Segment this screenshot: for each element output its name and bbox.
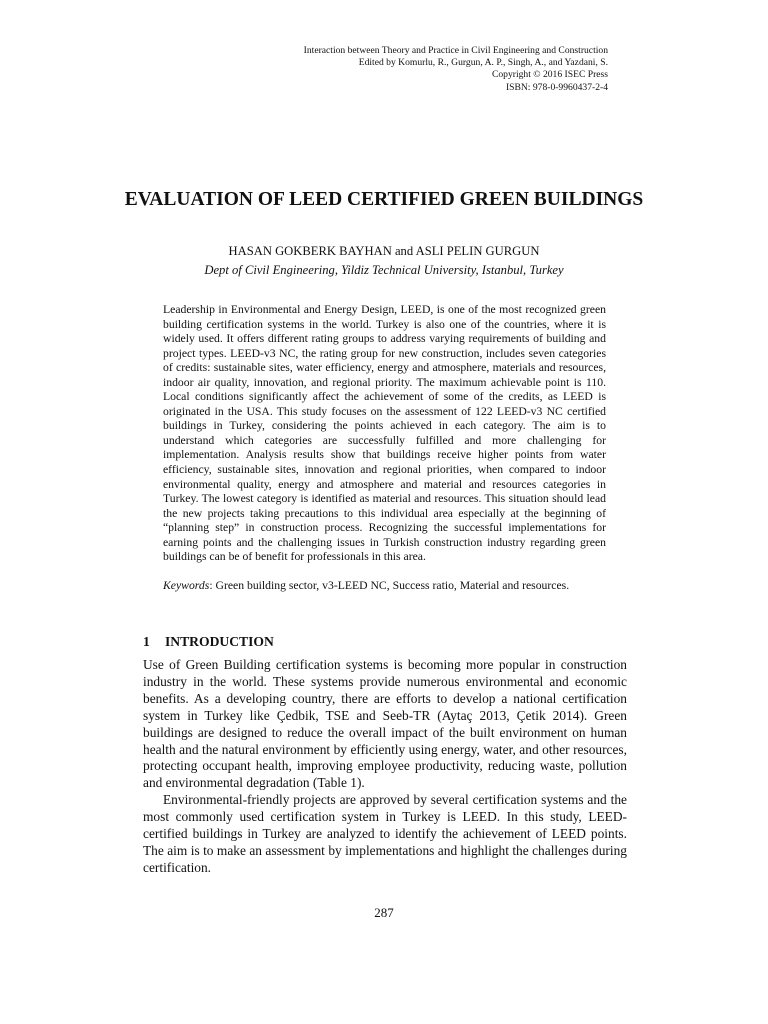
- header-line-editors: Edited by Komurlu, R., Gurgun, A. P., Singh, A., and Yazdani, S.: [358, 57, 608, 69]
- keywords-label: Keywords: [163, 579, 210, 592]
- keywords-line: [163, 579, 613, 594]
- intro-paragraph-1: Use of Green Building certification systems is becoming more popular in construction industry in the world. These systems provide numerous environmental and economic benefits. As a developing country, there are efforts to develop a national certification system in Turkey like Çedbik, TSE and Seeb-TR (Aytaç 2013, Çetik 2014). Green buildings are designed to reduce the overall impact of the built environment on human health and the natural environment by efficiently using energy, water, and other resources, protecting occupant health, improving employee productivity, reducing waste, pollution and environmental degradation (Table 1).: [143, 657, 627, 791]
- keywords-colon: :: [209, 579, 216, 592]
- publication-header: [168, 45, 608, 94]
- keywords-list: Green building sector, v3-LEED NC, Success ratio, Material and resources.: [215, 579, 570, 592]
- intro-paragraph-2: Environmental-friendly projects are approved by several certification systems and the most commonly used certification system in Turkey is LEED. In this study, LEED-certified buildings in Turkey are analyzed to identify the achievement of LEED points. The aim is to make an assessment by implementations and highlight the challenges during certification.: [143, 792, 627, 875]
- header-line-proceedings: Interaction between Theory and Practice in Civil Engineering and Construction: [303, 45, 608, 56]
- paper-affiliation: Dept of Civil Engineering, Yildiz Technical University, Istanbul, Turkey: [204, 263, 564, 277]
- section-number: 1: [143, 634, 150, 649]
- page-number: 287: [374, 905, 394, 920]
- header-line-isbn: ISBN: 978-0-9960437-2-4: [505, 81, 608, 93]
- section-heading: [143, 633, 274, 650]
- header-line-copyright: Copyright © 2016 ISEC Press: [491, 69, 608, 81]
- abstract-text: Leadership in Environmental and Energy Design, LEED, is one of the most recognized green building certification systems in the world. Turkey is also one of the countries, where it is widely used. It offers different rating groups to address varying requirements of building and project types. LEED-v3 NC, the rating group for new construction, includes seven categories of credits: sustainable sites, water efficiency, energy and atmosphere, materials and resources, indoor air quality, innovation, and regional priority. The maximum achievable point is 110. Local conditions significantly affect the achievement of some of the credits, as LEED is originated in the USA. This study focuses on the assessment of 122 LEED-v3 NC certified buildings in Turkey, considering the points achieved in each category. The aim is to understand which categories are successfully fulfilled and more challenging for implementation. Analysis results show that buildings receive higher points from water efficiency, sustainable sites, innovation and regional priorities, when compared to indoor environmental quality, energy and atmosphere and material and resources categories in Turkey. The lowest category is identified as material and resources. This situation should lead the new projects taking precautions to this individual area especially at the beginning of “planning step” in construction process. Recognizing the successful implementations for earning points and the challenging issues in Turkish construction industry regarding green buildings can be of benefit for professionals in this area.: [163, 303, 606, 564]
- paper-title: EVALUATION OF LEED CERTIFIED GREEN BUILDINGS: [124, 189, 644, 210]
- paper-authors: HASAN GOKBERK BAYHAN and ASLI PELIN GURGUN: [228, 244, 540, 258]
- section-title: INTRODUCTION: [165, 634, 274, 649]
